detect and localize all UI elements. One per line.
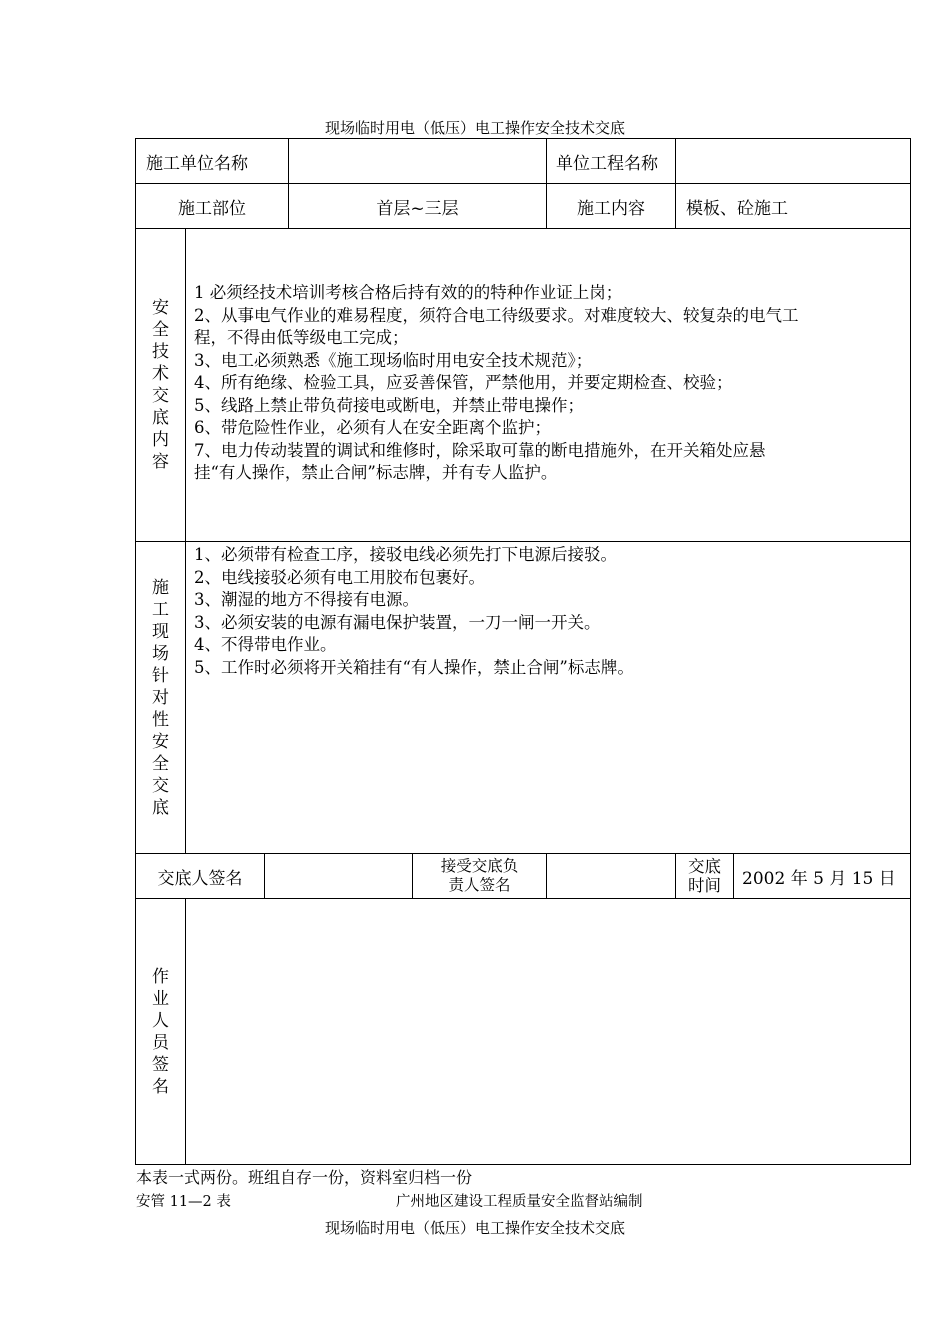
label-char: 对 <box>152 687 169 708</box>
site-item: 5、工作时必须将开关箱挂有“有人操作，禁止合闸”标志牌。 <box>194 657 634 677</box>
safety-item: 7、电力传动装置的调试和维修时，除采取可靠的断电措施外，在开关箱处应悬 <box>194 440 766 460</box>
safety-item: 2、从事电气作业的难易程度，须符合电工待级要求。对难度较大、较复杂的电气工 <box>194 305 799 325</box>
part-value: 首层~三层 <box>289 184 547 229</box>
label-char: 业 <box>152 988 169 1009</box>
project-value <box>676 139 911 184</box>
safety-row <box>136 229 911 542</box>
label-char: 全 <box>152 320 169 340</box>
label-char: 作 <box>152 966 169 987</box>
label-char: 交 <box>152 386 169 406</box>
site-item: 3、必须安装的电源有漏电保护装置，一刀一闸一开关。 <box>194 612 601 632</box>
site-item: 2、电线接驳必须有电工用胶布包裹好。 <box>194 567 485 587</box>
site-section-label <box>136 542 186 854</box>
content-value: 模板、砼施工 <box>676 184 911 229</box>
site-item: 3、潮湿的地方不得接有电源。 <box>194 590 419 609</box>
label-char: 容 <box>152 452 169 472</box>
unit-row <box>136 139 911 184</box>
label-char: 全 <box>152 753 169 774</box>
label-char: 现 <box>152 621 169 642</box>
signature-row <box>136 854 911 899</box>
label-char: 底 <box>152 797 169 818</box>
site-item: 1、必须带有检查工序，接驳电线必须先打下电源后接驳。 <box>194 545 617 564</box>
safety-item: 5、线路上禁止带负荷接电或断电，并禁止带电操作； <box>194 395 584 415</box>
receiver-label-line: 接受交底负 <box>440 857 519 875</box>
safety-item: 1 必须经技术培训考核合格后持有效的的特种作业证上岗； <box>194 283 623 302</box>
label-char: 签 <box>152 1054 169 1075</box>
content-label: 施工内容 <box>547 184 676 229</box>
disclosure-date: 2002 年 5 月 15 日 <box>734 854 911 899</box>
label-char: 员 <box>152 1032 169 1053</box>
site-item: 4、不得带电作业。 <box>194 635 337 654</box>
label-char: 人 <box>152 1010 169 1031</box>
workers-row <box>136 899 911 1165</box>
receiver-label-line: 责人签名 <box>448 876 511 894</box>
unit-label: 施工单位名称 <box>136 139 289 184</box>
disclosure-form-table <box>135 138 911 1165</box>
label-char: 针 <box>152 665 169 686</box>
next-page-title: 现场临时用电（低压）电工操作安全技术交底 <box>324 1219 625 1237</box>
part-row <box>136 184 911 229</box>
project-label: 单位工程名称 <box>547 139 676 184</box>
safety-item: 程，不得由低等级电工完成； <box>194 328 409 347</box>
label-char: 技 <box>152 342 169 362</box>
label-char: 交 <box>152 775 169 796</box>
giver-signature-field[interactable] <box>265 854 413 899</box>
unit-value <box>289 139 547 184</box>
footer-note: 本表一式两份。班组自存一份，资料室归档一份 <box>136 1168 473 1187</box>
time-label-line: 时间 <box>688 876 722 895</box>
label-char: 工 <box>152 599 169 620</box>
label-char: 性 <box>152 709 169 730</box>
receiver-label <box>413 854 547 899</box>
label-char: 场 <box>152 643 169 664</box>
label-char: 底 <box>152 408 169 428</box>
site-content <box>186 542 911 854</box>
safety-item: 3、电工必须熟悉《施工现场临时用电安全技术规范》； <box>194 350 593 370</box>
site-row <box>136 542 911 854</box>
safety-item: 挂“有人操作，禁止合闸”标志牌，并有专人监护。 <box>194 463 558 482</box>
time-label-line: 交底 <box>688 857 722 876</box>
safety-section-label <box>136 229 186 542</box>
compiler-note: 广州地区建设工程质量安全监督站编制 <box>396 1194 643 1210</box>
label-char: 安 <box>152 298 169 318</box>
label-char: 施 <box>152 577 169 598</box>
form-title: 现场临时用电（低压）电工操作安全技术交底 <box>324 119 625 137</box>
label-char: 名 <box>152 1076 169 1097</box>
workers-section-label <box>136 899 186 1165</box>
receiver-signature-field[interactable] <box>547 854 676 899</box>
label-char: 术 <box>152 364 169 384</box>
safety-item: 4、所有绝缘、检验工具，应妥善保管，严禁他用，并要定期检查、校验； <box>194 373 733 392</box>
label-char: 安 <box>152 731 169 752</box>
safety-content <box>186 229 911 542</box>
safety-item: 6、带危险性作业，必须有人在安全距离个监护； <box>194 418 551 437</box>
part-label: 施工部位 <box>136 184 289 229</box>
workers-signature-field[interactable] <box>186 899 911 1165</box>
giver-label: 交底人签名 <box>136 854 265 899</box>
label-char: 内 <box>152 430 169 450</box>
time-label <box>676 854 734 899</box>
form-number: 安管 11—2 表 <box>136 1194 231 1210</box>
